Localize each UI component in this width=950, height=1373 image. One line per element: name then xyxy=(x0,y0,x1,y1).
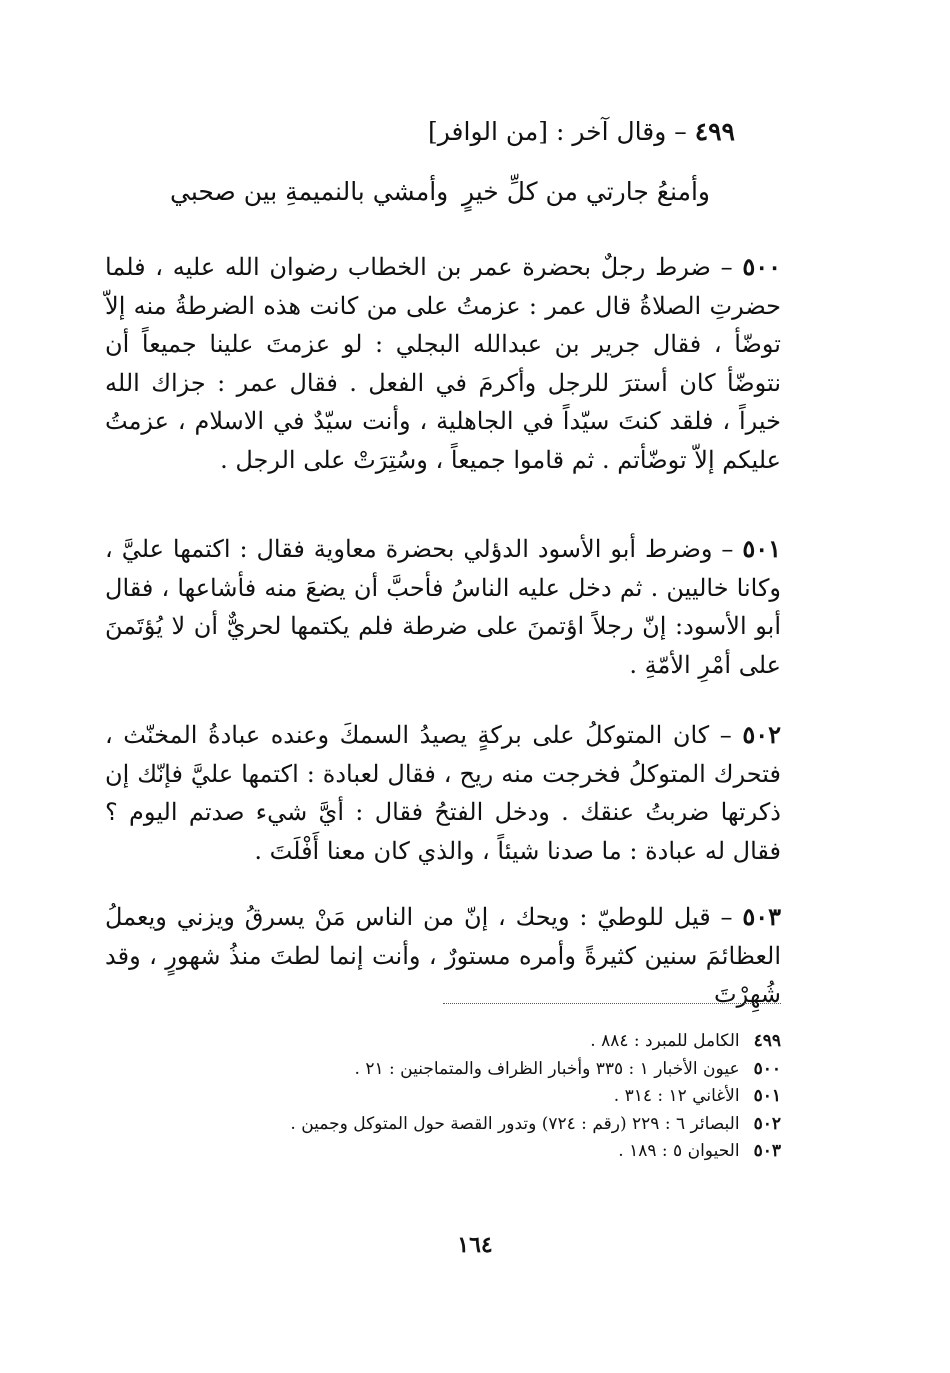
footnote-divider xyxy=(443,1003,781,1004)
entry-number: ٥٠٣ xyxy=(742,902,781,931)
footnote-item xyxy=(200,1028,781,1056)
entry-number: ٥٠٢ xyxy=(742,720,781,749)
poem-verse xyxy=(170,172,710,212)
footnote-text: الكامل للمبرد : ٨٨٤ . xyxy=(590,1031,740,1051)
footnote-item xyxy=(200,1083,781,1111)
entry-503 xyxy=(105,898,781,1014)
entry-number: ٥٠١ xyxy=(742,534,781,563)
entry-intro: – وقال آخر : [من الوافر] xyxy=(428,117,695,146)
page-number: ١٦٤ xyxy=(457,1232,493,1258)
footnote-item xyxy=(200,1111,781,1139)
entry-number: ٤٩٩ xyxy=(694,117,735,146)
footnote-text: الأغاني ١٢ : ٣١٤ . xyxy=(613,1086,740,1106)
footnote-text: عيون الأخبار ١ : ٣٣٥ وأخبار الظراف والمتماجنين : ٢١ . xyxy=(354,1058,740,1079)
entry-text: – قيل للوطيّ : ويحك ، إنّ من الناس مَنْ يسرقُ ويزني ويعملُ العظائمَ سنين كثيرةً وأمره مستورٌ ، وأنت إنما لطتَ منذُ شهورٍ ، وقد شُهِرْتَ xyxy=(105,903,781,1008)
footnote-text: البصائر ٦ : ٢٢٩ (رقم : ٧٢٤) وتدور القصة حول المتوكل وجمين . xyxy=(290,1113,740,1134)
footnote-number: ٥٠٠ xyxy=(753,1058,781,1079)
footnotes xyxy=(200,1028,781,1166)
footnote-number: ٥٠١ xyxy=(753,1086,781,1106)
footnote-item xyxy=(200,1056,781,1084)
footnote-number: ٥٠٢ xyxy=(753,1113,781,1134)
entry-501 xyxy=(105,530,781,684)
verse-first-hemistich: وأمنعُ جارتي من كلِّ خيرٍ xyxy=(461,177,710,206)
footnote-number: ٥٠٣ xyxy=(753,1141,781,1161)
entry-text: – وضرط أبو الأسود الدؤلي بحضرة معاوية فقال : اكتمها عليَّ ، وكانا خاليين . ثم دخل عليه الناسُ فأحبَّ أن يضعَ منه فأشاعها ، فقال أبو الأسود: إنّ رجلاً اؤتمنَ على ضرطة فلم يكتمها لحريٌّ أن لا يُؤتَمنَ على أمْرِ الأمّةِ . xyxy=(105,535,781,679)
entry-499-heading xyxy=(105,112,735,152)
entry-text: – كان المتوكلُ على بركةٍ يصيدُ السمكَ وعنده عبادةُ المخنّث ، فتحرك المتوكلُ فخرجت منه ريح ، فقال لعبادة : اكتمها عليَّ فإنّك إن ذكرتها ضربتُ عنقك . ودخل الفتحُ فقال : أيَّ شيء صدتم اليوم ؟ فقال له عبادة : ما صدنا شيئاً ، والذي كان معنا أَفْلَتَ . xyxy=(105,721,781,865)
verse-second-hemistich: وأمشي بالنميمةِ بين صحبي xyxy=(170,177,449,206)
entry-number: ٥٠٠ xyxy=(742,252,781,281)
entry-500 xyxy=(105,248,781,479)
footnote-item xyxy=(200,1138,781,1166)
footnote-number: ٤٩٩ xyxy=(753,1031,781,1051)
footnote-text: الحيوان ٥ : ١٨٩ . xyxy=(618,1141,740,1161)
entry-502 xyxy=(105,716,781,870)
entry-text: – ضرط رجلٌ بحضرة عمر بن الخطاب رضوان الله عليه ، فلما حضرتِ الصلاةُ قال عمر : عزمتُ على من كانت هذه الضرطةُ منه إلاّ توضّأ ، فقال جرير بن عبدالله البجلي : لو عزمتَ علينا جميعاً أن نتوضّأ كان أسترَ للرجل وأكرمَ في الفعل . فقال عمر : جزاك الله خيراً ، فلقد كنتَ سيّداً في الجاهلية ، وأنت سيّدٌ في الاسلام ، عزمتُ عليكم إلاّ توضّأتم . ثم قاموا جميعاً ، وسُتِرَتْ على الرجل . xyxy=(105,253,781,474)
